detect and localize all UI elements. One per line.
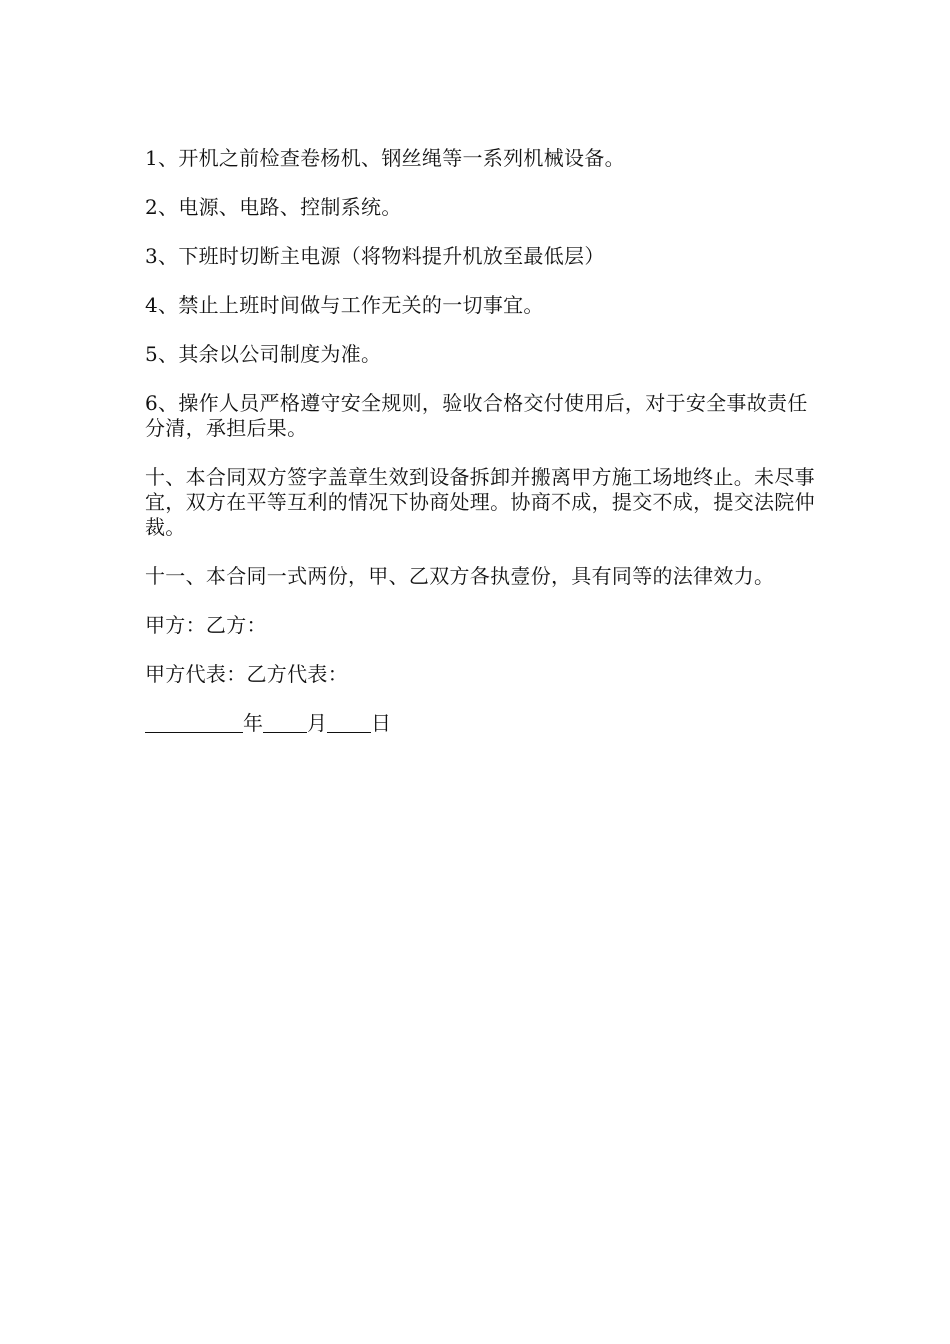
- party-signatures: 甲方：乙方：: [145, 613, 267, 637]
- signing-date-line: [145, 711, 817, 736]
- day-blank: [327, 712, 371, 733]
- clause-item-4: 4、禁止上班时间做与工作无关的一切事宜。: [145, 293, 544, 317]
- year-blank: [145, 712, 243, 733]
- month-blank: [263, 712, 307, 733]
- clause-eleven: 十一、本合同一式两份，甲、乙双方各执壹份，具有同等的法律效力。: [145, 564, 775, 588]
- clause-item-5: 5、其余以公司制度为准。: [145, 342, 382, 366]
- year-label: 年: [243, 711, 263, 735]
- clause-item-2: 2、电源、电路、控制系统。: [145, 195, 402, 219]
- clause-item-6: 6、操作人员严格遵守安全规则，验收合格交付使用后，对于安全事故责任分清，承担后果。: [145, 391, 808, 440]
- party-representatives: 甲方代表：乙方代表：: [145, 662, 348, 686]
- clause-ten: 十、本合同双方签字盖章生效到设备拆卸并搬离甲方施工场地终止。未尽事宜，双方在平等互利的情况下协商处理。协商不成，提交不成，提交法院仲裁。: [145, 465, 815, 539]
- month-label: 月: [307, 711, 327, 735]
- document-body: [145, 146, 817, 736]
- day-label: 日: [371, 711, 391, 735]
- clause-item-1: 1、开机之前检查卷杨机、钢丝绳等一系列机械设备。: [145, 146, 625, 170]
- clause-item-3: 3、下班时切断主电源（将物料提升机放至最低层）: [145, 244, 605, 268]
